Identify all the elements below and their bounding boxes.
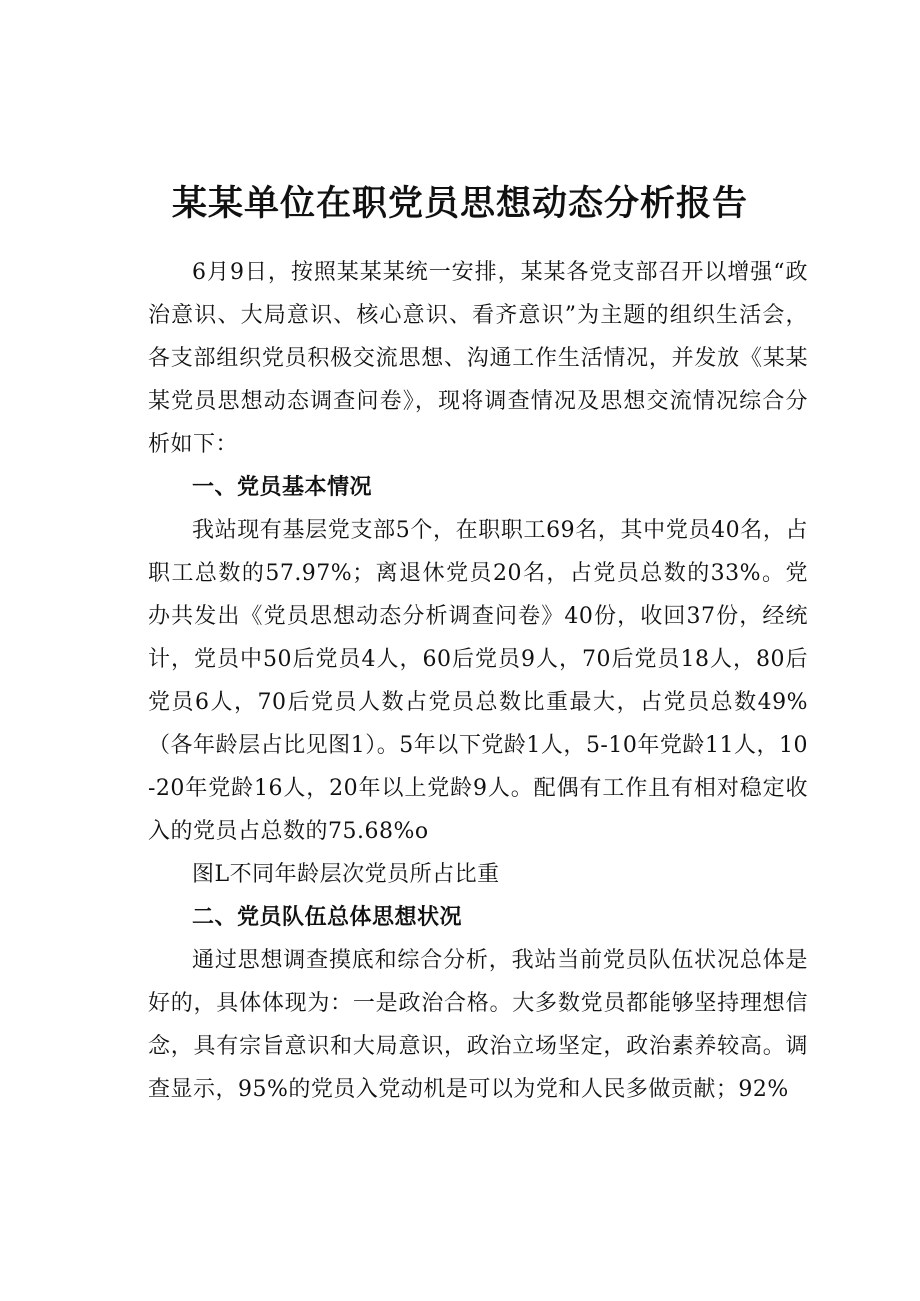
- section-2-heading: 二、党员队伍总体思想状况: [192, 905, 463, 930]
- section-1-paragraph: 我站现有基层党支部5个，在职职工69名，其中党员40名，占职工总数的57.97%；离退休党员20名，占党员总数的33%。党办共发出《党员思想动态分析调查问卷》40份，收回37份，经统计，党员中50后党员4人，60后党员9人，70后党员18人，80后党员6人，70后党员人数占党员总数比重最大，占党员总数49%（各年龄层占比见图1）。5年以下党龄1人，5-10年党龄11人，10-20年党龄16人，20年以上党龄9人。配偶有工作且有相对稳定收入的党员占总数的75.68%o: [148, 518, 808, 844]
- section-1-heading: 一、党员基本情况: [192, 475, 373, 500]
- document-body: [148, 251, 808, 1111]
- intro-paragraph: 6月9日，按照某某某统一安排，某某各党支部召开以增强“政治意识、大局意识、核心意识、看齐意识”为主题的组织生活会，各支部组织党员积极交流思想、沟通工作生活情况，并发放《某某某党员思想动态调查问卷》，现将调查情况及思想交流情况综合分析如下：: [148, 260, 808, 457]
- figure-caption: 图L不同年龄层次党员所占比重: [192, 862, 500, 887]
- document-title: 某某单位在职党员思想动态分析报告: [171, 183, 748, 225]
- section-2-paragraph: 通过思想调查摸底和综合分析，我站当前党员队伍状况总体是好的，具体体现为：一是政治合格。大多数党员都能够坚持理想信念，具有宗旨意识和大局意识，政治立场坚定，政治素养较高。调查显示，95%的党员入党动机是可以为党和人民多做贡献；92%: [148, 948, 808, 1102]
